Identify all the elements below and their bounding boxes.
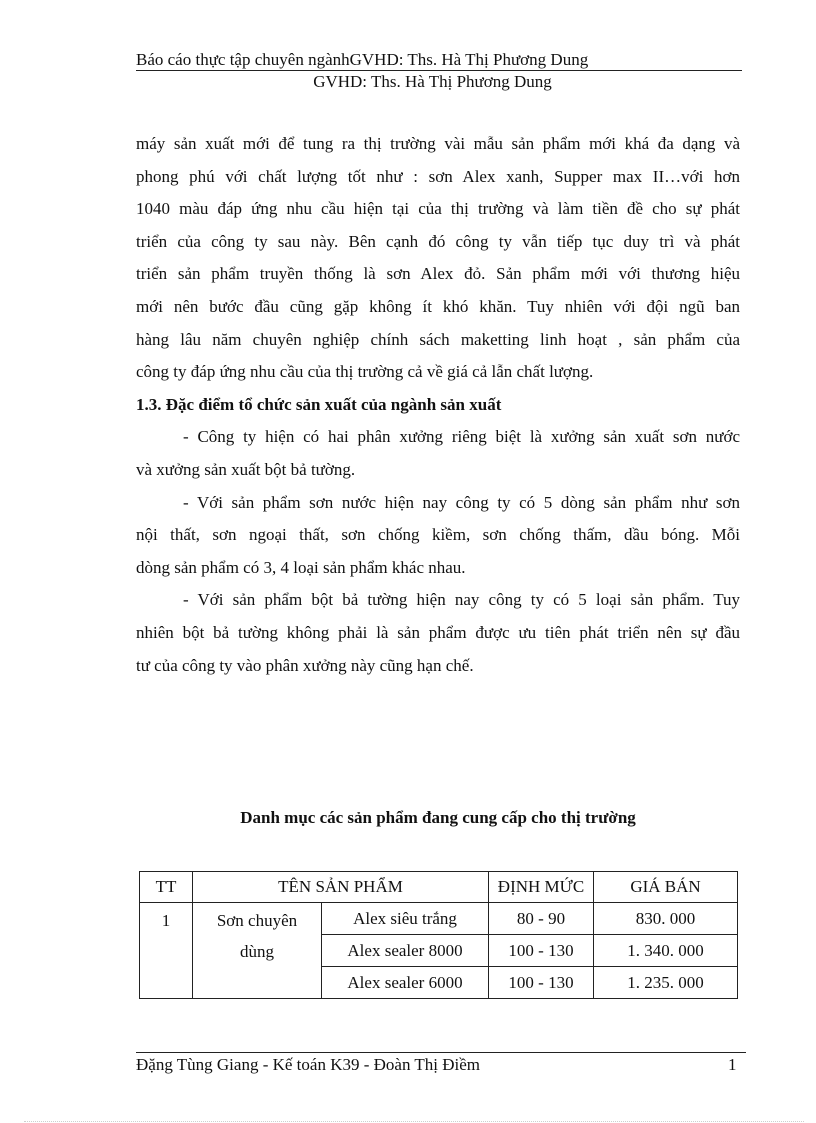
product-group-line: dùng [240,942,274,961]
product-norm: 80 - 90 [489,903,594,935]
text-line: triển sản phẩm truyền thống là sơn Alex đỏ. Sản phẩm mới với thương hiệu [136,264,740,284]
table-title: Danh mục các sản phẩm đang cung cấp cho thị trường [240,808,636,827]
running-header-advisor: GVHD: Ths. Hà Thị Phương Dung [313,72,552,91]
product-price: 830. 000 [594,903,738,935]
table-header-row [140,872,738,903]
text-line: - Với sản phẩm bột bả tường hiện nay công ty có 5 loại sản phẩm. Tuy [183,590,740,610]
text-line: và xưởng sản xuất bột bả tường. [136,459,356,479]
row-number: 1 [140,903,193,999]
product-group [193,903,322,999]
table-row [140,903,738,935]
running-header: Báo cáo thực tập chuyên ngànhGVHD: Ths. Hà Thị Phương Dung [136,50,589,69]
page-number: 1 [728,1055,737,1074]
text-line: hàng lâu năm chuyên nghiệp chính sách maketting linh hoạt , sản phẩm của [136,329,740,349]
text-line: tư của công ty vào phân xưởng này cũng hạn chế. [136,655,474,675]
body-text [136,128,740,682]
text-line: 1040 màu đáp ứng nhu cầu hiện tại của thị trường và làm tiền đề cho sự phát [136,199,740,219]
product-table [139,871,738,999]
page-edge-divider [24,1121,804,1122]
product-name: Alex sealer 6000 [322,967,489,999]
text-line: mới nên bước đầu cũng gặp không ít khó khăn. Tuy nhiên với đội ngũ ban [136,296,740,316]
product-group-line: Sơn chuyên [216,911,298,930]
section-heading: 1.3. Đặc điểm tổ chức sản xuất của ngành sản xuất [136,394,502,414]
header-rule [136,70,742,71]
text-line: triển của công ty sau này. Bên cạnh đó công ty vẫn tiếp tục duy trì và phát [136,231,740,251]
header-tt: TT [140,872,193,903]
product-price: 1. 235. 000 [594,967,738,999]
text-line: - Công ty hiện có hai phân xưởng riêng biệt là xưởng sản xuất sơn nước [183,427,740,447]
text-line: - Với sản phẩm sơn nước hiện nay công ty có 5 dòng sản phẩm như sơn [183,492,740,512]
product-name: Alex sealer 8000 [322,935,489,967]
text-line: công ty đáp ứng nhu cầu của thị trường cả về giá cả lẫn chất lượng. [136,362,594,382]
product-norm: 100 - 130 [489,967,594,999]
header-product-name: TÊN SẢN PHẨM [193,872,489,903]
product-price: 1. 340. 000 [594,935,738,967]
footer-author: Đặng Tùng Giang - Kế toán K39 - Đoàn Thị Điềm [136,1055,481,1074]
footer-rule [136,1052,746,1053]
text-line: nội thất, sơn ngoại thất, sơn chống kiềm, sơn chống thấm, dầu bóng. Mỗi [136,525,740,545]
text-line: nhiên bột bả tường không phải là sản phẩm được ưu tiên phát triển nên sự đầu [136,622,740,642]
product-norm: 100 - 130 [489,935,594,967]
text-line: phong phú với chất lượng tốt như : sơn Alex xanh, Supper max II…với hơn [136,166,740,186]
text-line: máy sản xuất mới để tung ra thị trường vài mẫu sản phẩm mới khá đa dạng và [136,134,740,153]
header-norm: ĐỊNH MỨC [489,872,594,903]
product-name: Alex siêu trắng [322,903,489,935]
header-price: GIÁ BÁN [594,872,738,903]
text-line: dòng sản phẩm có 3, 4 loại sản phẩm khác nhau. [136,557,466,577]
